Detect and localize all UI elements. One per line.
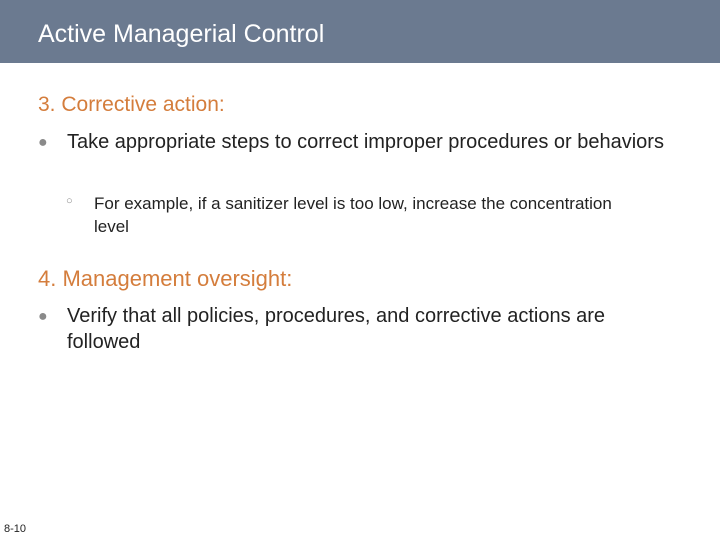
bullet-text: Take appropriate steps to correct improper procedures or behaviors <box>67 131 664 153</box>
bullet-dot-icon: ● <box>38 308 48 325</box>
hollow-circle-icon: ○ <box>66 195 73 207</box>
sub-bullet-text: For example, if a sanitizer level is too low, increase the concentration level <box>94 194 612 236</box>
bullet-text: Verify that all policies, procedures, and corrective actions are followed <box>67 305 606 353</box>
title-bar <box>0 0 720 63</box>
section-heading-corrective-action: 3. Corrective action: <box>38 93 225 116</box>
slide-number: 8-10 <box>4 523 27 535</box>
bullet-dot-icon: ● <box>38 134 48 151</box>
slide-title: Active Managerial Control <box>38 20 325 48</box>
section-heading-management-oversight: 4. Management oversight: <box>38 266 293 291</box>
